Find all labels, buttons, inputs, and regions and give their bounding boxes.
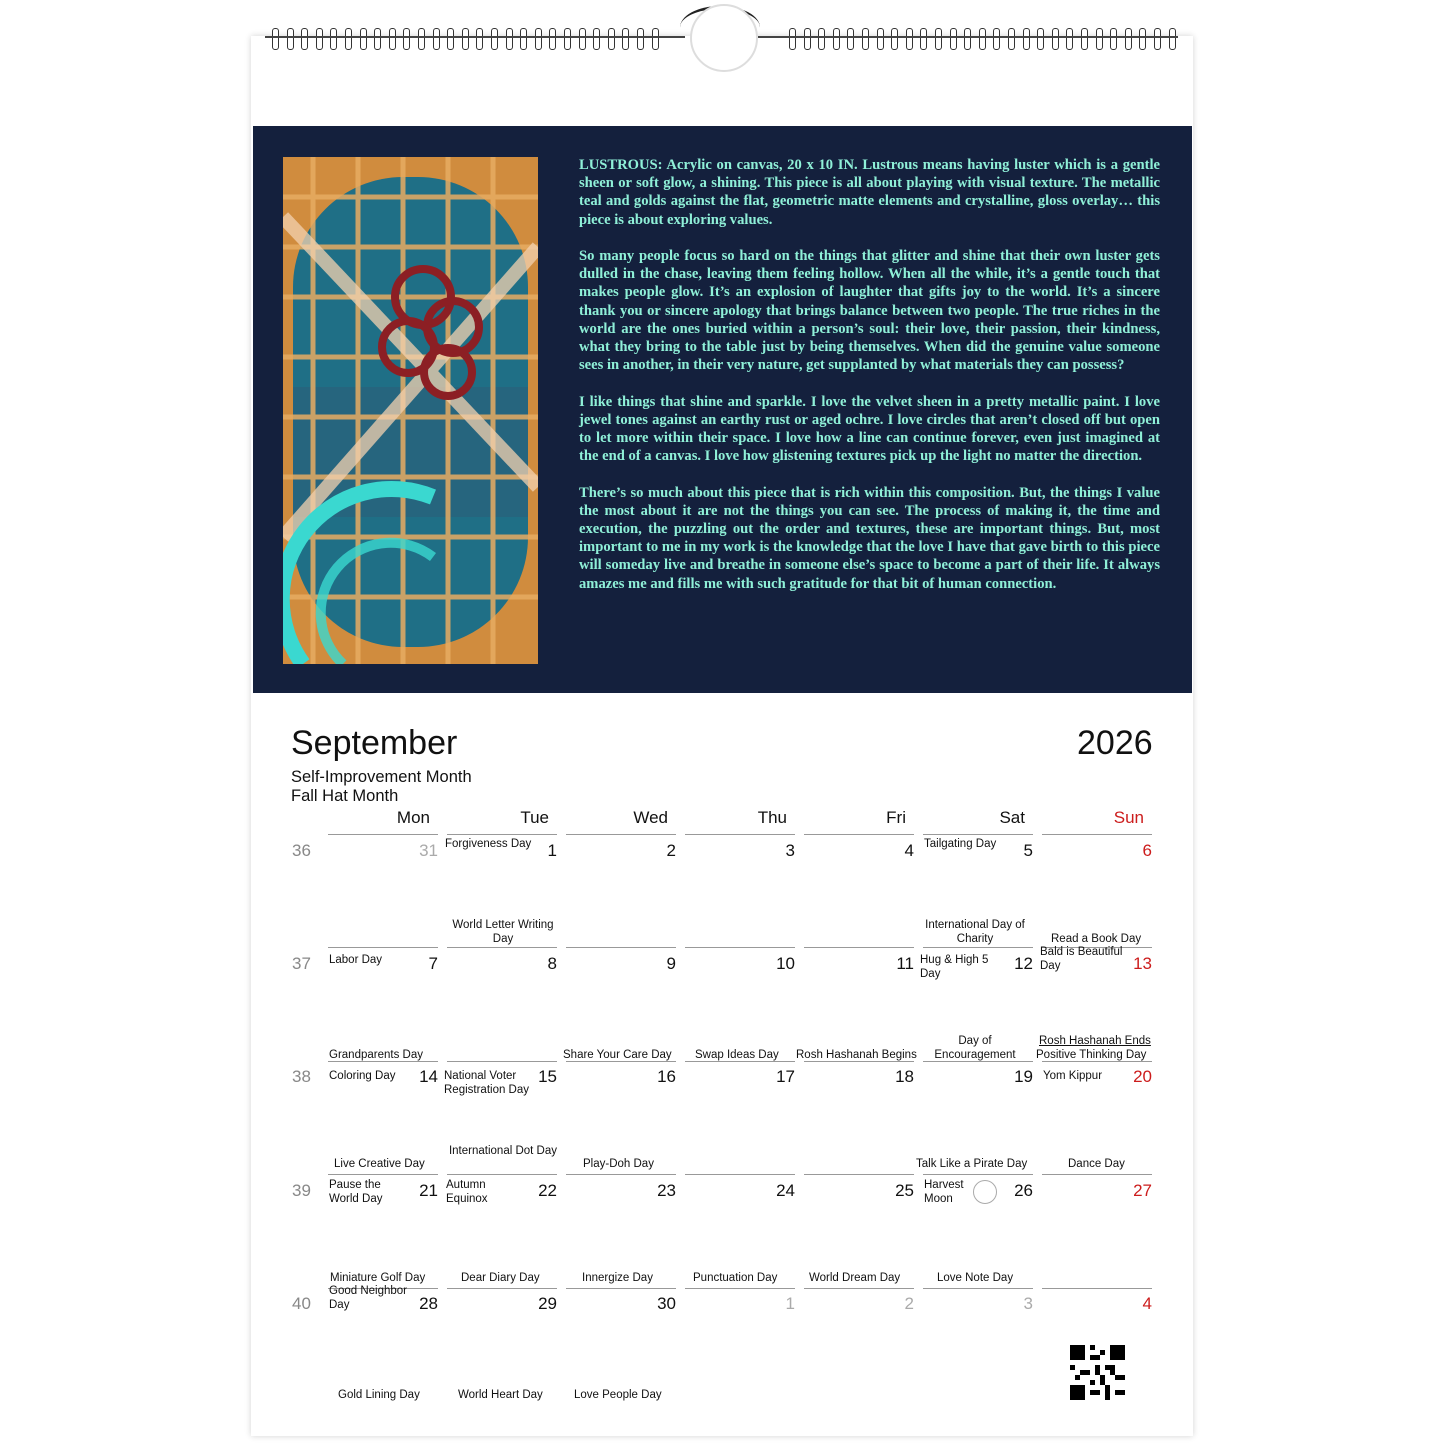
binding-loop: [935, 28, 942, 50]
binding-loop: [818, 28, 825, 50]
binding-loop: [622, 28, 629, 50]
binding-loop: [476, 28, 483, 50]
event: World Heart Day: [458, 1389, 543, 1401]
binding-loop: [316, 28, 323, 50]
binding-loop: [1125, 28, 1132, 50]
dow-tue: Tue: [520, 808, 549, 827]
day-number: 1: [547, 841, 557, 860]
binding-loop: [462, 28, 469, 50]
event: Coloring Day: [329, 1070, 396, 1082]
week-number: 40: [292, 1294, 311, 1313]
binding-loop: [301, 28, 308, 50]
event: Autumn Equinox: [446, 1179, 488, 1205]
day-divider: [685, 1288, 795, 1289]
day-divider: [1042, 834, 1152, 835]
event: World Letter Writing Day: [452, 919, 554, 945]
observance: Fall Hat Month: [291, 787, 399, 805]
binding-loop: [1008, 28, 1015, 50]
day-divider: [566, 1174, 676, 1175]
binding-loop: [920, 28, 927, 50]
binding-loop: [549, 28, 556, 50]
event: World Dream Day: [809, 1272, 901, 1284]
binding-loop: [403, 28, 410, 50]
binding-loop: [833, 28, 840, 50]
binding-loop: [1023, 28, 1030, 50]
binding-loop: [330, 28, 337, 50]
binding-loop: [1169, 28, 1176, 50]
day-divider: [447, 947, 557, 948]
day-number: 27: [1133, 1181, 1152, 1200]
day-divider: [447, 1174, 557, 1175]
event: International Day of Charity: [925, 919, 1025, 945]
day-divider: [804, 1174, 914, 1175]
binding-loop: [535, 28, 542, 50]
description-paragraph: So many people focus so hard on the things that glitter and shine that their own luster gets dulled in the chase, leaving them feeling hollow. When all the while, it’s a gentle touch that makes people glow. It’s an explosion of laughter that gifts joy to the world. It’s a sincere thank you or sincere apology that brings balance between two people. The true riches in the world are the ones buried within a person’s soul: their love, their passion, their kindness, what they bring to the table just by being themselves. When did the genuine value someone sees in another, in their very nature, get supplanted by what materials they can possess?: [579, 248, 1160, 374]
event: Tailgating Day: [924, 838, 997, 850]
dow-sun: Sun: [1113, 808, 1144, 827]
day-number: 30: [657, 1294, 676, 1313]
artwork-image: [283, 157, 538, 664]
day-divider: [1042, 1288, 1152, 1289]
binding-loop: [1110, 28, 1117, 50]
event: Miniature Golf Day: [330, 1272, 426, 1284]
day-divider: [566, 1288, 676, 1289]
binding-loop: [877, 28, 884, 50]
event: Positive Thinking Day: [1036, 1049, 1147, 1061]
event: International Dot Day: [448, 1145, 558, 1157]
event: Live Creative Day: [334, 1158, 425, 1170]
dow-fri: Fri: [886, 808, 906, 827]
day-number: 29: [538, 1294, 557, 1313]
day-divider: [923, 834, 1033, 835]
event: Love Note Day: [937, 1272, 1014, 1284]
binding-loop: [637, 28, 644, 50]
event: Share Your Care Day: [563, 1049, 672, 1061]
day-divider: [328, 947, 438, 948]
day-number: 9: [666, 954, 676, 973]
day-divider: [447, 1061, 557, 1062]
observance: Self-Improvement Month: [291, 768, 472, 786]
day-number: 3: [1023, 1294, 1033, 1313]
binding-loop: [593, 28, 600, 50]
description-paragraph: There’s so much about this piece that is rich within this composition. But, the things I value the most about it are not the things you can see. The process of making it, the time and execution, the puzzling out the order and textures, these are important things. But, most important to me in my work is the knowledge that the love I have that gave birth to this piece will someday live and breathe in someone else’s space to become a part of their life. It always amazes me and fills me with such gratitude for that bit of human connection.: [579, 484, 1160, 592]
day-number: 19: [1014, 1067, 1033, 1086]
day-divider: [804, 947, 914, 948]
binding-loop: [906, 28, 913, 50]
artwork-description: [579, 156, 1160, 611]
event: Dear Diary Day: [461, 1272, 540, 1284]
day-divider: [923, 1288, 1033, 1289]
event: National Voter Registration Day: [444, 1070, 530, 1096]
day-divider: [447, 834, 557, 835]
dow-mon: Mon: [396, 808, 430, 827]
day-divider: [923, 1174, 1033, 1175]
binding-loop: [804, 28, 811, 50]
dow-sat: Sat: [999, 808, 1025, 827]
description-paragraph: LUSTROUS: Acrylic on canvas, 20 x 10 IN. Lustrous means having luster which is a gentle sheen or soft glow, a shining. This piece is all about playing with visual texture. The metallic teal and golds against the flat, geometric matte elements and crystalline, gloss overlay… this piece is about exploring values.: [579, 157, 1160, 228]
qr-code[interactable]: [1070, 1345, 1125, 1400]
day-number: 20: [1133, 1067, 1152, 1086]
binding-loop: [520, 28, 527, 50]
binding-loop: [579, 28, 586, 50]
binding-loop: [652, 28, 659, 50]
year-title: 2026: [1077, 724, 1153, 762]
day-divider: [685, 834, 795, 835]
day-number: 31: [419, 841, 438, 860]
month-title: September: [291, 724, 458, 762]
day-number: 14: [419, 1067, 438, 1086]
event: Innergize Day: [582, 1272, 653, 1284]
binding-loop: [287, 28, 294, 50]
binding-loop: [950, 28, 957, 50]
day-number: 22: [538, 1181, 557, 1200]
binding-loop: [1066, 28, 1073, 50]
event: Dance Day: [1068, 1158, 1125, 1170]
day-divider: [685, 1174, 795, 1175]
event: Day of Encouragement: [934, 1035, 1016, 1061]
day-number: 7: [428, 954, 438, 973]
day-number: 16: [657, 1067, 676, 1086]
event: Rosh Hashanah Ends: [1039, 1035, 1151, 1047]
day-divider: [328, 834, 438, 835]
binding-loop: [272, 28, 279, 50]
binding-loop: [862, 28, 869, 50]
day-number: 3: [785, 841, 795, 860]
day-number: 8: [547, 954, 557, 973]
day-divider: [328, 1174, 438, 1175]
week-number: 39: [292, 1181, 311, 1200]
event: Love People Day: [574, 1389, 662, 1401]
dow-wed: Wed: [633, 808, 668, 827]
binding-wire: [265, 36, 685, 38]
binding-loop: [847, 28, 854, 50]
event: Gold Lining Day: [338, 1389, 420, 1401]
day-divider: [804, 834, 914, 835]
binding-loop: [1096, 28, 1103, 50]
event: Forgiveness Day: [445, 838, 532, 850]
day-divider: [1042, 1174, 1152, 1175]
binding-wire: [758, 36, 1178, 38]
description-paragraph: I like things that shine and sparkle. I love the velvet sheen in a pretty metallic paint. I love jewel tones against an earthy rust or aged ochre. I love circles that aren’t closed off but open to let more within their space. I love how a line can continue forever, even just imagined at the end of a canvas. I love how glistening textures pick up the light no matter the direction.: [579, 393, 1160, 465]
day-number: 15: [538, 1067, 557, 1086]
day-number: 4: [904, 841, 914, 860]
binding-loop: [564, 28, 571, 50]
dow-thu: Thu: [757, 808, 787, 827]
binding-loop: [374, 28, 381, 50]
event: Talk Like a Pirate Day: [916, 1158, 1028, 1170]
event: Yom Kippur: [1043, 1070, 1103, 1082]
event: Pause the World Day: [329, 1179, 383, 1205]
event: Good Neighbor Day: [329, 1285, 407, 1311]
day-number: 18: [895, 1067, 914, 1086]
event: Grandparents Day: [329, 1049, 423, 1061]
hanger-hole: [690, 4, 758, 72]
binding-loop: [491, 28, 498, 50]
event: Rosh Hashanah Begins: [796, 1049, 917, 1061]
event: Bald is Beautiful Day: [1040, 946, 1123, 972]
day-divider: [566, 947, 676, 948]
day-divider: [685, 947, 795, 948]
binding-loop: [891, 28, 898, 50]
day-number: 25: [895, 1181, 914, 1200]
day-number: 23: [657, 1181, 676, 1200]
day-number: 28: [419, 1294, 438, 1313]
day-number: 10: [776, 954, 795, 973]
binding-loop: [389, 28, 396, 50]
full-moon-icon: [973, 1180, 997, 1204]
binding-loop: [789, 28, 796, 50]
day-number: 5: [1023, 841, 1033, 860]
week-number: 36: [292, 841, 311, 860]
event: Play-Doh Day: [583, 1158, 654, 1170]
binding-loop: [1037, 28, 1044, 50]
day-divider: [447, 1288, 557, 1289]
event: Hug & High 5 Day: [920, 954, 989, 980]
week-number: 37: [292, 954, 311, 973]
binding-loop: [506, 28, 513, 50]
day-number: 13: [1133, 954, 1152, 973]
binding-loop: [433, 28, 440, 50]
event: Swap Ideas Day: [695, 1049, 779, 1061]
binding-loop: [1154, 28, 1161, 50]
event: Read a Book Day: [1051, 933, 1142, 945]
day-number: 17: [776, 1067, 795, 1086]
day-number: 2: [666, 841, 676, 860]
binding-loop: [345, 28, 352, 50]
event: Harvest Moon: [924, 1179, 964, 1205]
day-divider: [804, 1288, 914, 1289]
day-number: 4: [1142, 1294, 1152, 1313]
binding-loop: [1139, 28, 1146, 50]
binding-loop: [418, 28, 425, 50]
binding-loop: [608, 28, 615, 50]
week-number: 38: [292, 1067, 311, 1086]
binding-loop: [360, 28, 367, 50]
day-divider: [566, 834, 676, 835]
day-number: 11: [896, 954, 914, 973]
day-number: 12: [1014, 954, 1033, 973]
event: Punctuation Day: [693, 1272, 778, 1284]
binding-loop: [1052, 28, 1059, 50]
binding-loop: [993, 28, 1000, 50]
day-number: 6: [1142, 841, 1152, 860]
binding-loop: [447, 28, 454, 50]
day-number: 21: [419, 1181, 438, 1200]
day-number: 1: [785, 1294, 795, 1313]
binding-loop: [979, 28, 986, 50]
day-number: 2: [904, 1294, 914, 1313]
day-number: 24: [776, 1181, 795, 1200]
day-number: 26: [1014, 1181, 1033, 1200]
event: Labor Day: [329, 954, 383, 966]
day-divider: [923, 947, 1033, 948]
binding-loop: [964, 28, 971, 50]
binding-loop: [1081, 28, 1088, 50]
